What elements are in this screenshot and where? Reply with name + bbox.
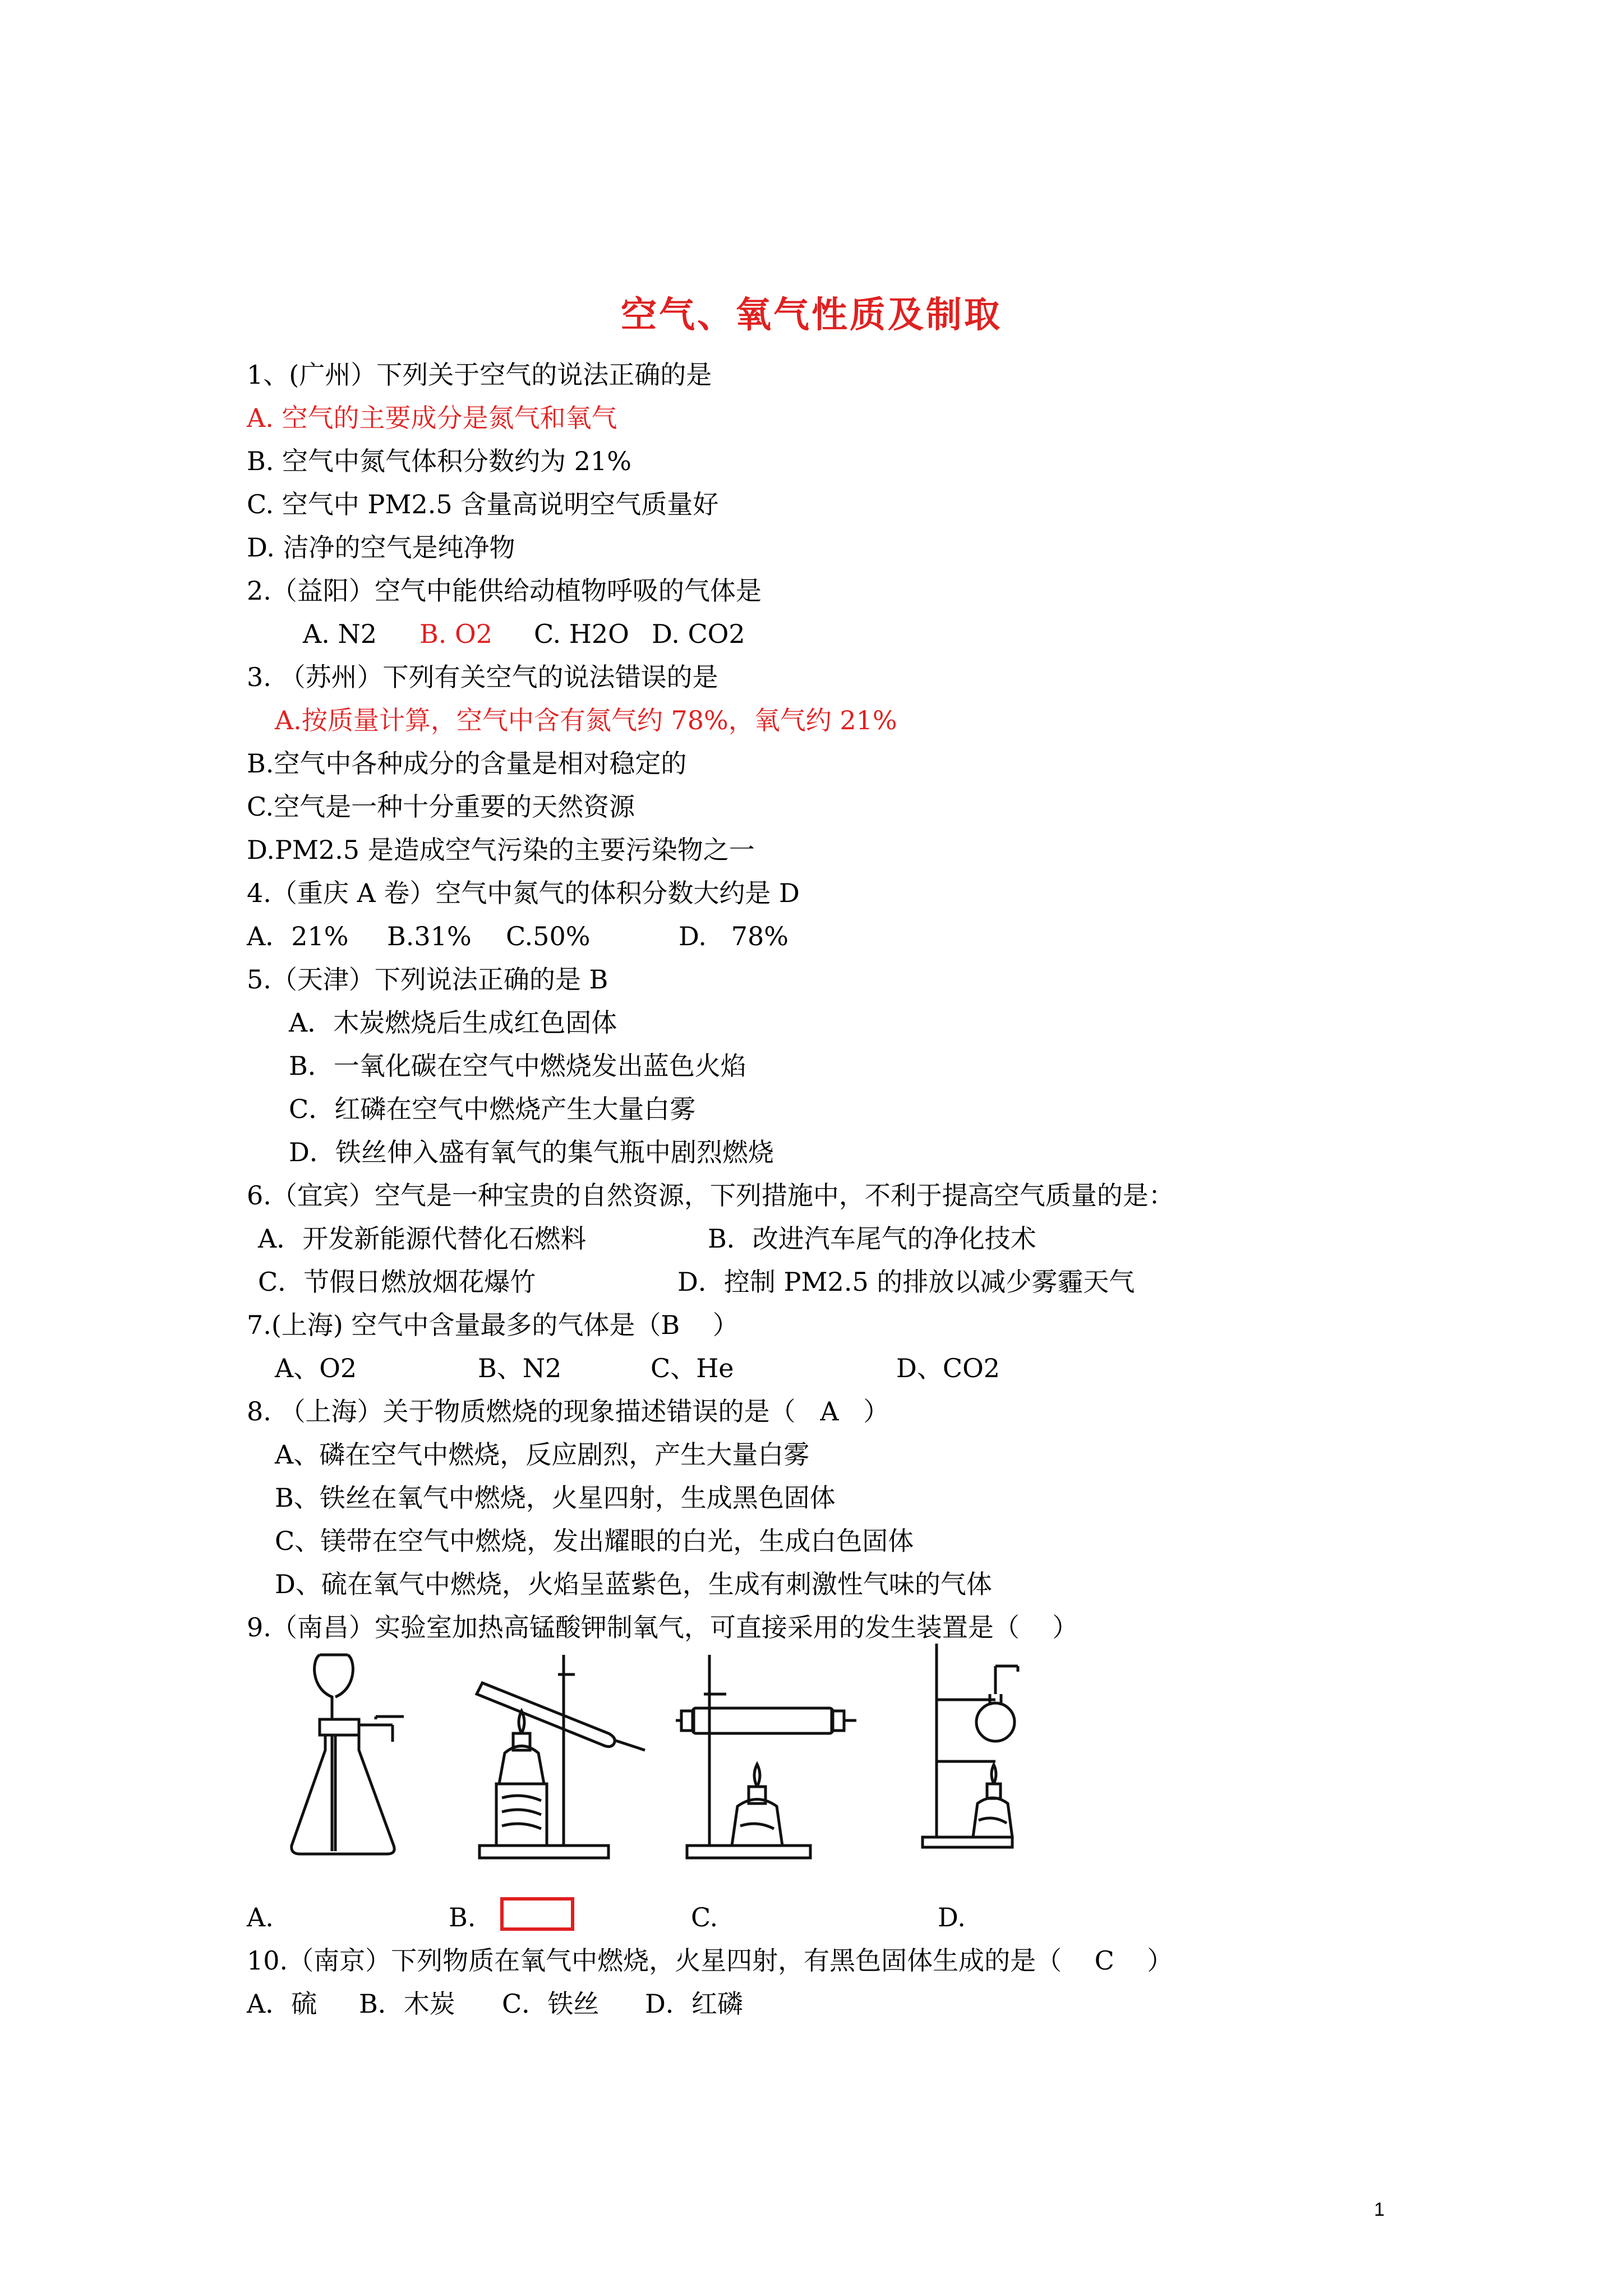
q8-option-b: B、铁丝在氧气中燃烧，火星四射，生成黑色固体	[275, 1483, 836, 1513]
q1-option-d: D. 洁净的空气是纯净物	[247, 532, 515, 563]
q3-option-b: B.空气中各种成分的含量是相对稳定的	[247, 748, 687, 779]
q7-option-a: A、O2	[275, 1353, 357, 1383]
q7-stem: 7.(上海) 空气中含量最多的气体是（B ）	[247, 1310, 739, 1340]
q9-option-d: D.	[938, 1902, 966, 1932]
q3-option-d: D.PM2.5 是造成空气污染的主要污染物之一	[247, 835, 755, 865]
q2-option-a: A. N2	[303, 619, 377, 649]
q9-option-a: A.	[247, 1902, 274, 1932]
q7-option-c: C、He	[651, 1353, 734, 1383]
q4-stem: 4.（重庆 A 卷）空气中氮气的体积分数大约是 D	[247, 878, 800, 908]
q7-option-b: B、N2	[478, 1353, 562, 1383]
q2-option-c: C. H2O	[534, 619, 629, 649]
q10-option-c: C．铁丝	[502, 1989, 600, 2019]
q9-answer-box	[500, 1897, 574, 1931]
q1-option-a: A. 空气的主要成分是氮气和氧气	[247, 403, 617, 433]
q8-option-d: D、硫在氧气中燃烧，火焰呈蓝紫色，生成有刺激性气味的气体	[275, 1569, 992, 1599]
page-number: 1	[1374, 2199, 1385, 2220]
q4-option-c: C.50%	[506, 921, 591, 951]
apparatus-a-flask-icon	[286, 1644, 415, 1868]
q5-option-d: D．铁丝伸入盛有氧气的集气瓶中剧烈燃烧	[289, 1137, 774, 1167]
q8-option-a: A、磷在空气中燃烧，反应剧烈，产生大量白雾	[275, 1439, 810, 1470]
q7-option-d: D、CO2	[896, 1353, 1000, 1383]
q1-option-b: B. 空气中氮气体积分数约为 21%	[247, 446, 631, 476]
q9-stem: 9.（南昌）实验室加热高锰酸钾制氧气，可直接采用的发生装置是（ ）	[247, 1612, 1078, 1642]
q1-option-c: C. 空气中 PM2.5 含量高说明空气质量好	[247, 489, 719, 519]
q5-option-b: B．一氧化碳在空气中燃烧发出蓝色火焰	[289, 1051, 746, 1081]
q6-option-c: C．节假日燃放烟花爆竹	[258, 1267, 536, 1297]
q3-option-c: C.空气是一种十分重要的天然资源	[247, 792, 635, 822]
q10-option-b: B．木炭	[359, 1989, 455, 2019]
page-title: 空气、氧气性质及制取	[621, 295, 1002, 336]
q2-stem: 2.（益阳）空气中能供给动植物呼吸的气体是	[247, 576, 762, 606]
q4-option-b: B.31%	[387, 921, 472, 951]
q6-option-b: B．改进汽车尾气的净化技术	[708, 1223, 1036, 1254]
q3-option-a: A.按质量计算，空气中含有氮气约 78%，氧气约 21%	[275, 705, 897, 735]
q3-stem: 3. （苏州）下列有关空气的说法错误的是	[247, 662, 718, 692]
q10-option-a: A．硫	[247, 1989, 317, 2019]
q8-stem: 8. （上海）关于物质燃烧的现象描述错误的是（ A ）	[247, 1396, 889, 1427]
q9-option-c: C.	[691, 1902, 718, 1932]
q5-option-a: A．木炭燃烧后生成红色固体	[289, 1007, 617, 1038]
apparatus-b-test-tube-icon	[474, 1644, 659, 1868]
q2-option-d: D. CO2	[652, 619, 745, 649]
q6-stem: 6.（宜宾）空气是一种宝贵的自然资源，下列措施中，不利于提高空气质量的是：	[247, 1180, 1174, 1211]
q4-option-d: D. 78%	[679, 921, 789, 951]
q4-option-a: A．21%	[247, 921, 349, 951]
q9-option-b: B.	[449, 1902, 476, 1932]
q8-option-c: C、镁带在空气中燃烧，发出耀眼的白光，生成白色固体	[275, 1526, 914, 1556]
q6-option-a: A．开发新能源代替化石燃料	[258, 1223, 587, 1254]
q6-option-d: D．控制 PM2.5 的排放以减少雾霾天气	[677, 1267, 1135, 1297]
q10-option-d: D．红磷	[645, 1989, 743, 2019]
apparatus-c-horizontal-tube-icon	[676, 1644, 861, 1868]
q1-stem: 1、(广州）下列关于空气的说法正确的是	[247, 360, 712, 390]
q10-stem: 10.（南京）下列物质在氧气中燃烧，火星四射，有黑色固体生成的是（ C ）	[247, 1945, 1173, 1976]
apparatus-d-round-flask-icon	[911, 1644, 1040, 1868]
q2-option-b: B. O2	[419, 619, 493, 649]
q5-option-c: C．红磷在空气中燃烧产生大量白雾	[289, 1094, 696, 1124]
q5-stem: 5.（天津）下列说法正确的是 B	[247, 964, 608, 995]
